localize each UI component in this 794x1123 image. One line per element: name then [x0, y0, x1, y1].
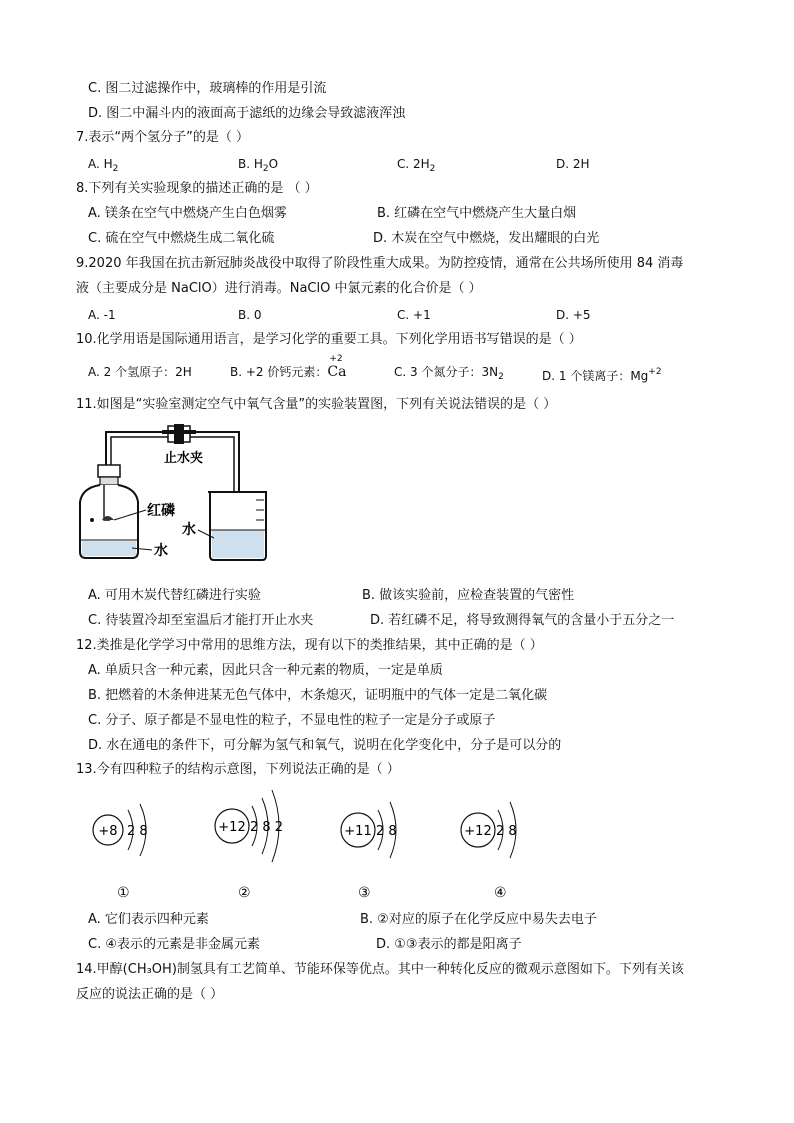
- particle-1-label: ①: [117, 885, 130, 901]
- particle-2-shells: 2 8 2: [250, 820, 284, 835]
- q11-option-c: C. 待装置冷却至室温后才能打开止水夹: [88, 613, 314, 628]
- q13-option-b: B. ②对应的原子在化学反应中易失去电子: [360, 912, 597, 927]
- q8-option-a: A. 镁条在空气中燃烧产生白色烟雾: [88, 206, 287, 221]
- q13-option-d: D. ①③表示的都是阳离子: [376, 937, 522, 952]
- q10-stem: 10.化学用语是国际通用语言，是学习化学的重要工具。下列化学用语书写错误的是（ ）: [76, 332, 582, 347]
- q11-stem: 11.如图是“实验室测定空气中氧气含量”的实验装置图，下列有关说法错误的是（ ）: [76, 397, 557, 412]
- particle-4-shells: 2 8: [496, 824, 517, 839]
- q10-element-symbol: Ca: [327, 364, 347, 380]
- q7-stem: 7.表示“两个氢分子”的是（ ）: [76, 130, 250, 145]
- q9-option-c: C. +1: [397, 308, 431, 322]
- q10-option-b: B. +2 价钙元素： +2 Ca: [230, 363, 349, 381]
- q7-option-c: C. $2H_2$: [397, 157, 436, 174]
- q9-option-a: A. -1: [88, 308, 116, 322]
- beaker-water-label: 水: [182, 522, 196, 538]
- q10-option-c: C. 3 个氮分子：$3N_2$: [394, 365, 504, 382]
- q12-stem: 12.类推是化学学习中常用的思维方法，现有以下的类推结果，其中正确的是（ ）: [76, 638, 543, 653]
- clamp-label: 止水夹: [164, 451, 204, 466]
- particle-diagrams: [80, 782, 560, 904]
- particle-4-label: ④: [494, 885, 507, 901]
- particle-3-nucleus: +11: [344, 824, 372, 839]
- q6-option-c: C. 图二过滤操作中，玻璃棒的作用是引流: [88, 81, 327, 96]
- oxygen-apparatus-figure: [74, 420, 284, 570]
- q10-charge-mark: +2: [329, 354, 343, 364]
- phosphorus-label: 红磷: [147, 503, 175, 519]
- q9-stem-line2: 液（主要成分是 NaClO）进行消毒。NaClO 中氯元素的化合价是（ ）: [76, 281, 482, 296]
- particle-1-nucleus: +8: [98, 824, 118, 839]
- q9-stem-line1: 9.2020 年我国在抗击新冠肺炎战役中取得了阶段性重大成果。为防控疫情，通常在公共场所使用 84 消毒: [76, 256, 684, 271]
- bottle-water-label: 水: [154, 543, 168, 559]
- q13-option-a: A. 它们表示四种元素: [88, 912, 209, 927]
- q9-option-b: B. 0: [238, 308, 262, 322]
- q7-option-b: B. $H_2O$: [238, 157, 279, 174]
- q8-option-b: B. 红磷在空气中燃烧产生大量白烟: [377, 206, 577, 221]
- particle-1-diagram: [93, 804, 148, 901]
- q12-option-d: D. 水在通电的条件下，可分解为氢气和氧气，说明在化学变化中，分子是可以分的: [88, 738, 562, 753]
- q10-option-a: A. 2 个氢原子：2H: [88, 365, 192, 379]
- q12-option-a: A. 单质只含一种元素，因此只含一种元素的物质，一定是单质: [88, 663, 443, 678]
- q13-option-c: C. ④表示的元素是非金属元素: [88, 937, 260, 952]
- q14-stem-line2: 反应的说法正确的是（ ）: [76, 987, 224, 1002]
- q8-option-c: C. 硫在空气中燃烧生成二氧化硫: [88, 231, 275, 246]
- particle-2-nucleus: +12: [218, 820, 246, 835]
- beaker-icon: [208, 492, 266, 560]
- q10-option-d: D. 1 个镁离子：$Mg^{+2}$: [542, 367, 662, 383]
- flask-icon: [80, 465, 138, 558]
- particle-2-label: ②: [238, 885, 251, 901]
- q12-option-b: B. 把燃着的木条伸进某无色气体中，木条熄灭，证明瓶中的气体一定是二氧化碳: [88, 688, 548, 703]
- q13-stem: 13.今有四种粒子的结构示意图，下列说法正确的是（ ）: [76, 762, 400, 777]
- particle-4-diagram: [461, 802, 517, 901]
- clamp-icon: [162, 424, 196, 444]
- particle-3-label: ③: [358, 885, 371, 901]
- particle-3-shells: 2 8: [376, 824, 397, 839]
- particle-4-nucleus: +12: [464, 824, 492, 839]
- q6-option-d: D. 图二中漏斗内的液面高于滤纸的边缘会导致滤液浑浊: [88, 106, 406, 121]
- q12-option-c: C. 分子、原子都是不显电性的粒子，不显电性的粒子一定是分子或原子: [88, 713, 496, 728]
- particle-3-diagram: [341, 802, 397, 901]
- particle-2-diagram: [215, 790, 283, 901]
- q9-option-d: D. +5: [556, 308, 591, 322]
- q8-stem: 8.下列有关实验现象的描述正确的是 （ ）: [76, 181, 318, 196]
- particle-1-shells: 2 8: [127, 824, 148, 839]
- q8-option-d: D. 木炭在空气中燃烧，发出耀眼的白光: [373, 231, 600, 246]
- q11-option-d: D. 若红磷不足，将导致测得氧气的含量小于五分之一: [370, 613, 675, 628]
- q7-option-a: A. $H_2$: [88, 157, 119, 174]
- q11-option-b: B. 做该实验前，应检查装置的气密性: [362, 588, 575, 603]
- q7-option-d: D. 2H: [556, 157, 590, 171]
- q11-option-a: A. 可用木炭代替红磷进行实验: [88, 588, 261, 603]
- q14-stem-line1: 14.甲醇(CH₃OH)制氢具有工艺简单、节能环保等优点。其中一种转化反应的微观示意图如下。下列有关该: [76, 962, 684, 977]
